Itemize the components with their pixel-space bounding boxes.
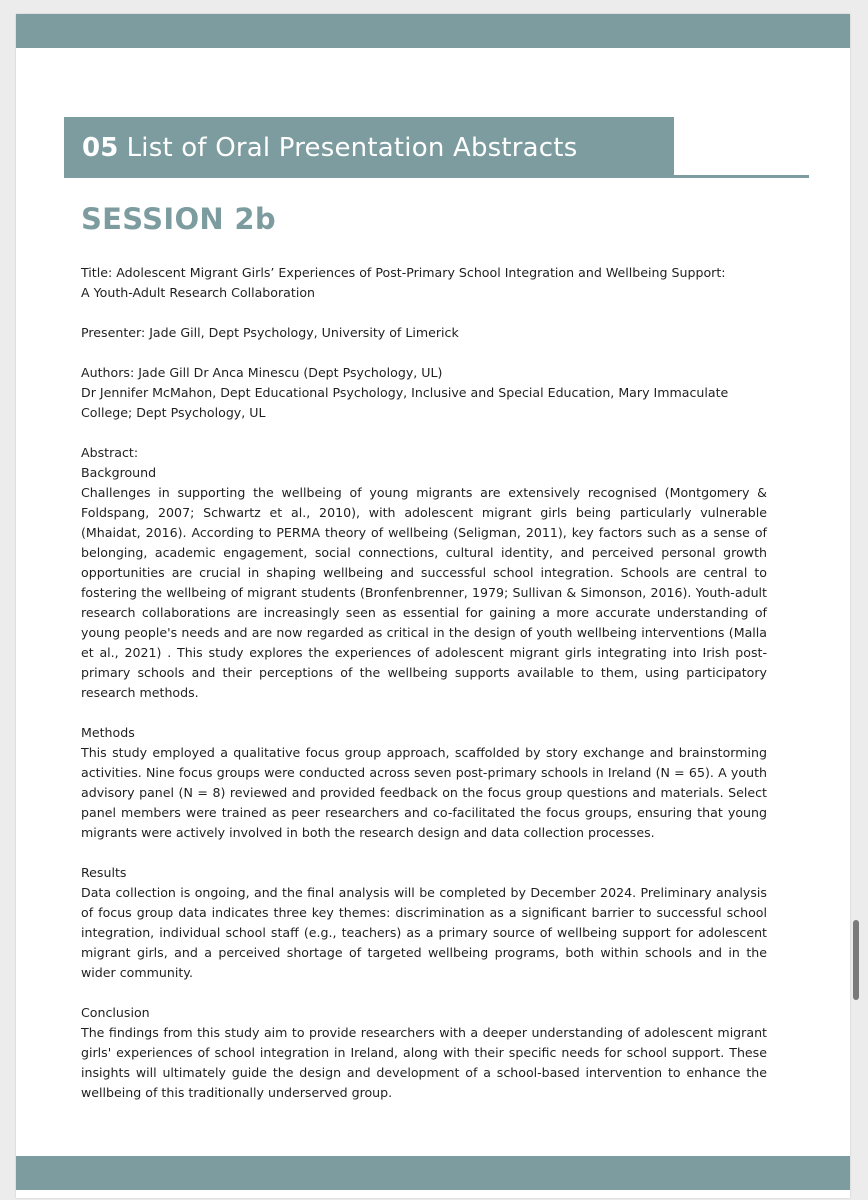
title-line-1: Title: Adolescent Migrant Girls’ Experiences of Post-Primary School Integration and Wellbeing Support: — [81, 265, 726, 280]
conclusion-text: The findings from this study aim to provide researchers with a deeper understanding of adolescent migrant girls' experiences of school integration in Ireland, along with their specific needs for school support. These insights will ultimately guide the design and development of a school-based intervention to enhance the wellbeing of this traditionally underserved group. — [81, 1025, 767, 1100]
authors-line-3: College; Dept Psychology, UL — [81, 405, 266, 420]
scrollbar-thumb[interactable] — [853, 920, 859, 1000]
header-rule — [674, 175, 809, 178]
methods-text: This study employed a qualitative focus group approach, scaffolded by story exchange and brainstorming activities. Nine focus groups were conducted across seven post-primary schools in Ireland (N = 65). A youth advisory panel (N = 8) reviewed and provided feedback on the focus group questions and materials. Select panel members were trained as peer researchers and co-facilitated the focus groups, ensuring that young migrants were actively involved in both the research design and data collection processes. — [81, 745, 767, 840]
conclusion-heading: Conclusion — [81, 1005, 150, 1020]
title-line-2: A Youth-Adult Research Collaboration — [81, 285, 316, 300]
results-text: Data collection is ongoing, and the final analysis will be completed by December 2024. Preliminary analysis of focus group data indicates three key themes: discrimination as a significant barrier to successful school integration, individual school staff (e.g., teachers) as a primary source of wellbeing support for adolescent migrant girls, and a perceived shortage of targeted wellbeing programs, both within schools and in the wider community. — [81, 885, 767, 980]
section-number: 05 — [82, 132, 119, 163]
document-page — [16, 14, 850, 1198]
methods-heading: Methods — [81, 725, 135, 740]
background-heading: Background — [81, 465, 157, 480]
section-header — [64, 117, 674, 178]
results-heading: Results — [81, 865, 127, 880]
background-text: Challenges in supporting the wellbeing of young migrants are extensively recognised (Montgomery & Foldspang, 2007; Schwartz et al., 2010), with adolescent migrant girls being particularly vulnerable (Mhaidat, 2016). According to PERMA theory of wellbeing (Seligman, 2011), key factors such as a sense of belonging, academic engagement, social connections, cultural identity, and perceived personal growth opportunities are crucial in shaping wellbeing and successful school integration. Schools are central to fostering the wellbeing of migrant students (Bronfenbrenner, 1979; Sullivan & Simonson, 2016). Youth-adult research collaborations are increasingly seen as essential for gaining a more accurate understanding of young people's needs and are now regarded as critical in the design of youth wellbeing interventions (Malla et al., 2021) . This study explores the experiences of adolescent migrant girls integrating into Irish post-primary schools and their perceptions of the wellbeing supports available to them, using participatory research methods. — [81, 485, 767, 700]
authors-line-2: Dr Jennifer McMahon, Dept Educational Psychology, Inclusive and Special Education, Mary Immaculate — [81, 385, 729, 400]
session-title: SESSION 2b — [81, 202, 276, 236]
section-title: List of Oral Presentation Abstracts — [126, 132, 578, 163]
bottom-band — [16, 1156, 850, 1190]
top-band — [16, 14, 850, 48]
presenter: Presenter: Jade Gill, Dept Psychology, University of Limerick — [81, 325, 459, 340]
abstract-content — [81, 263, 767, 1103]
abstract-label: Abstract: — [81, 445, 139, 460]
authors-line-1: Authors: Jade Gill Dr Anca Minescu (Dept Psychology, UL) — [81, 365, 443, 380]
